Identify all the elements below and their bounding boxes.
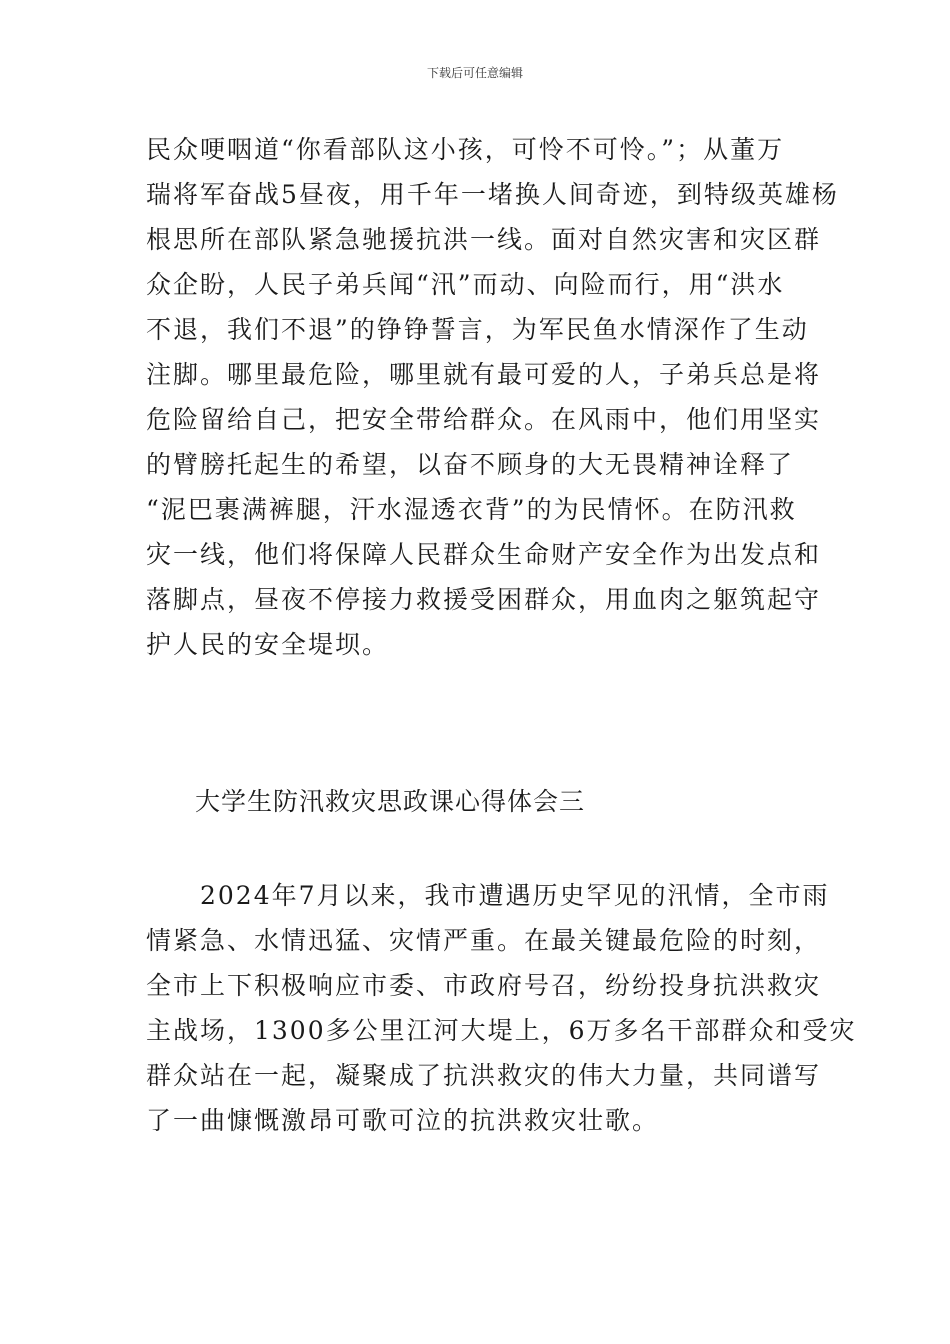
paragraph-line: 主战场，1300多公里江河大堤上，6万多名干部群众和受灾 (146, 1016, 857, 1045)
section-title: 大学生防汛救灾思政课心得体会三 (195, 787, 586, 816)
paragraph-line: 众企盼，人民子弟兵闻“汛”而动、向险而行，用“洪水 (146, 270, 785, 299)
paragraph-line: 群众站在一起，凝聚成了抗洪救灾的伟大力量，共同谱写 (146, 1061, 822, 1090)
paragraph-line: “泥巴裹满裤腿，汗水湿透衣背”的为民情怀。在防汛救 (146, 495, 797, 524)
paragraph-line: 了一曲慷慨激昂可歌可泣的抗洪救灾壮歌。 (146, 1106, 660, 1135)
body-paragraph-2 (146, 873, 857, 1143)
paragraph-line: 危险留给自己，把安全带给群众。在风雨中，他们用坚实 (146, 405, 822, 434)
paragraph-line: 情紧急、水情迅猛、灾情严重。在最关键最危险的时刻， (146, 926, 822, 955)
paragraph-line: 民众哽咽道“你看部队这小孩，可怜不可怜。”；从董万 (146, 135, 785, 164)
paragraph-line: 不退，我们不退”的铮铮誓言，为军民鱼水情深作了生动 (146, 315, 809, 344)
paragraph-line: 护人民的安全堤坝。 (146, 630, 390, 659)
page-header: 下载后可任意编辑 (426, 66, 523, 80)
paragraph-line: 落脚点，昼夜不停接力救援受困群众，用血肉之躯筑起守 (146, 585, 822, 614)
paragraph-line: 注脚。哪里最危险，哪里就有最可爱的人，子弟兵总是将 (146, 360, 822, 389)
paragraph-line: 2024年7月以来，我市遭遇历史罕见的汛情，全市雨 (146, 881, 830, 910)
paragraph-line: 的臂膀托起生的希望，以奋不顾身的大无畏精神诠释了 (146, 450, 795, 479)
body-paragraph-1 (146, 127, 839, 667)
paragraph-line: 根思所在部队紧急驰援抗洪一线。面对自然灾害和灾区群 (146, 225, 822, 254)
paragraph-line: 全市上下积极响应市委、市政府号召，纷纷投身抗洪救灾 (146, 971, 822, 1000)
paragraph-line: 灾一线，他们将保障人民群众生命财产安全作为出发点和 (146, 540, 822, 569)
paragraph-line: 瑞将军奋战5昼夜，用千年一堵换人间奇迹，到特级英雄杨 (146, 180, 839, 209)
